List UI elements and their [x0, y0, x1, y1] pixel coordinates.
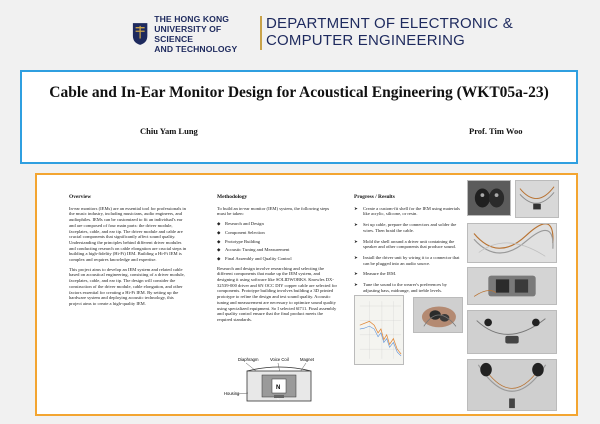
- title-panel: [20, 70, 578, 164]
- driver-unit-photo: [467, 267, 557, 305]
- supervisor-name: Prof. Tim Woo: [469, 126, 523, 136]
- author-name: Chiu Yam Lung: [140, 126, 198, 136]
- progress-item: ➤ Set up cable, prepare the connectors and solder the wires. Then braid the cable.: [354, 222, 462, 233]
- braided-cable-photo: [467, 223, 557, 263]
- progress-section: [354, 195, 462, 298]
- overview-paragraph: In-ear monitors (IEMs) are an essential tool for professionals in the music industry, including musicians, audio engineers, and audiophiles. IEMs can be customized to fit an individual's ear and are composed of four main parts: the driver module, faceplates, cable, and ear tip. The driver module and cable are crucial components that significantly affect sound quality. Understanding the principles behind different driver modules and conducting research on cable elongation are crucial steps in building a high-fidelity (Hi-Fi) IEM. Building a Hi-Fi IEM is complex and requires knowledge and expertise.: [69, 205, 187, 263]
- content-panel: [35, 173, 578, 416]
- department-name: [266, 15, 513, 49]
- diagram-pole-s: S: [277, 397, 280, 401]
- diagram-label-magnet: Magnet: [300, 357, 314, 362]
- diagram-pole-n: N: [276, 385, 281, 391]
- methodology-steps: [217, 221, 337, 262]
- university-logo: [132, 14, 252, 54]
- university-name: [154, 14, 252, 54]
- progress-item: ➤ Create a custom-fit shell for the IEM using materials like acrylic, silicone, or resin.: [354, 206, 462, 217]
- methodology-step: ◆ Final Assembly and Quality Control: [217, 256, 337, 262]
- diagram-label-diaphragm: Diaphragm: [238, 357, 259, 362]
- progress-item: ➤ Tune the sound to the wearer's preferences by adjusting bass, midrange, and treble levels.: [354, 282, 462, 293]
- methodology-body: Research and design involve researching and selecting the different components that make up the IEM system, and designing it using software like SOLIDWORKS. Knowles DX-32539-000 driver and 6N OCC DIY copper cable are selected for components. Prototype building involves building a 3D printed prototype to refine the design and test sound quality. Acoustic tuning and measurement are necessary to optimize sound quality using specialized equipment. So I selected 6l711. Final assembly and quality control ensure that the final product meets the required standards.: [217, 265, 337, 322]
- progress-heading: Progress / Results: [354, 194, 395, 200]
- department-line: COMPUTER ENGINEERING: [266, 32, 466, 49]
- iem-hand-image: [413, 297, 463, 333]
- overview-heading: Overview: [69, 194, 92, 200]
- overview-paragraph: This project aims to develop an IEM system and related cable based on acoustical engineering, consisting of a driver module, faceplates, cable, and ear tip. The design will consider the construction of the driver module, cable elongation, and other factors essential for creating a Hi-Fi IEM. By setting up the hardware system and deploying acoustic technology, this project aims to create a high-quality IEM.: [69, 266, 185, 306]
- crest-icon: [132, 21, 148, 47]
- diagram-label-housing: Housing: [224, 391, 240, 396]
- progress-item: ➤ Install the driver unit by wiring it to a connector that can be plugged into an audio source.: [354, 255, 462, 266]
- methodology-heading: Methodology: [217, 194, 248, 200]
- university-line: THE HONG KONG: [154, 14, 230, 24]
- methodology-step: ◆ Acoustic Tuning and Measurement: [217, 247, 337, 253]
- methodology-step: ◆ Prototype Building: [217, 239, 337, 245]
- cable-soldering-photo: [515, 180, 559, 218]
- diagram-label-voice-coil: Voice Coil: [270, 357, 289, 362]
- progress-list: [354, 206, 462, 294]
- methodology-step: ◆ Research and Design: [217, 221, 337, 227]
- overview-section: [69, 195, 187, 311]
- poster-header: [0, 0, 600, 64]
- header-divider: [260, 16, 262, 50]
- methodology-section: [217, 195, 337, 327]
- measurement-graph-image: [354, 295, 404, 365]
- methodology-step: ◆ Component Selection: [217, 230, 337, 236]
- final-iem-photo: [467, 359, 557, 411]
- university-line: UNIVERSITY OF SCIENCE: [154, 24, 222, 44]
- iem-shell-photo: [467, 180, 511, 216]
- university-line: AND TECHNOLOGY: [154, 44, 238, 54]
- methodology-intro: To build an in-ear monitor (IEM) system, the following steps must be taken:: [217, 205, 330, 217]
- department-line: DEPARTMENT OF ELECTRONIC &: [266, 15, 513, 32]
- connector-photo: [467, 310, 557, 354]
- poster-title: Cable and In-Ear Monitor Design for Acoustical Engineering (WKT05a-23): [49, 84, 549, 101]
- progress-item: ➤ Measure the IEM.: [354, 271, 462, 277]
- driver-diagram: [222, 355, 332, 405]
- progress-item: ➤ Mold the shell around a driver unit containing the speaker and other components that produce sound.: [354, 239, 462, 250]
